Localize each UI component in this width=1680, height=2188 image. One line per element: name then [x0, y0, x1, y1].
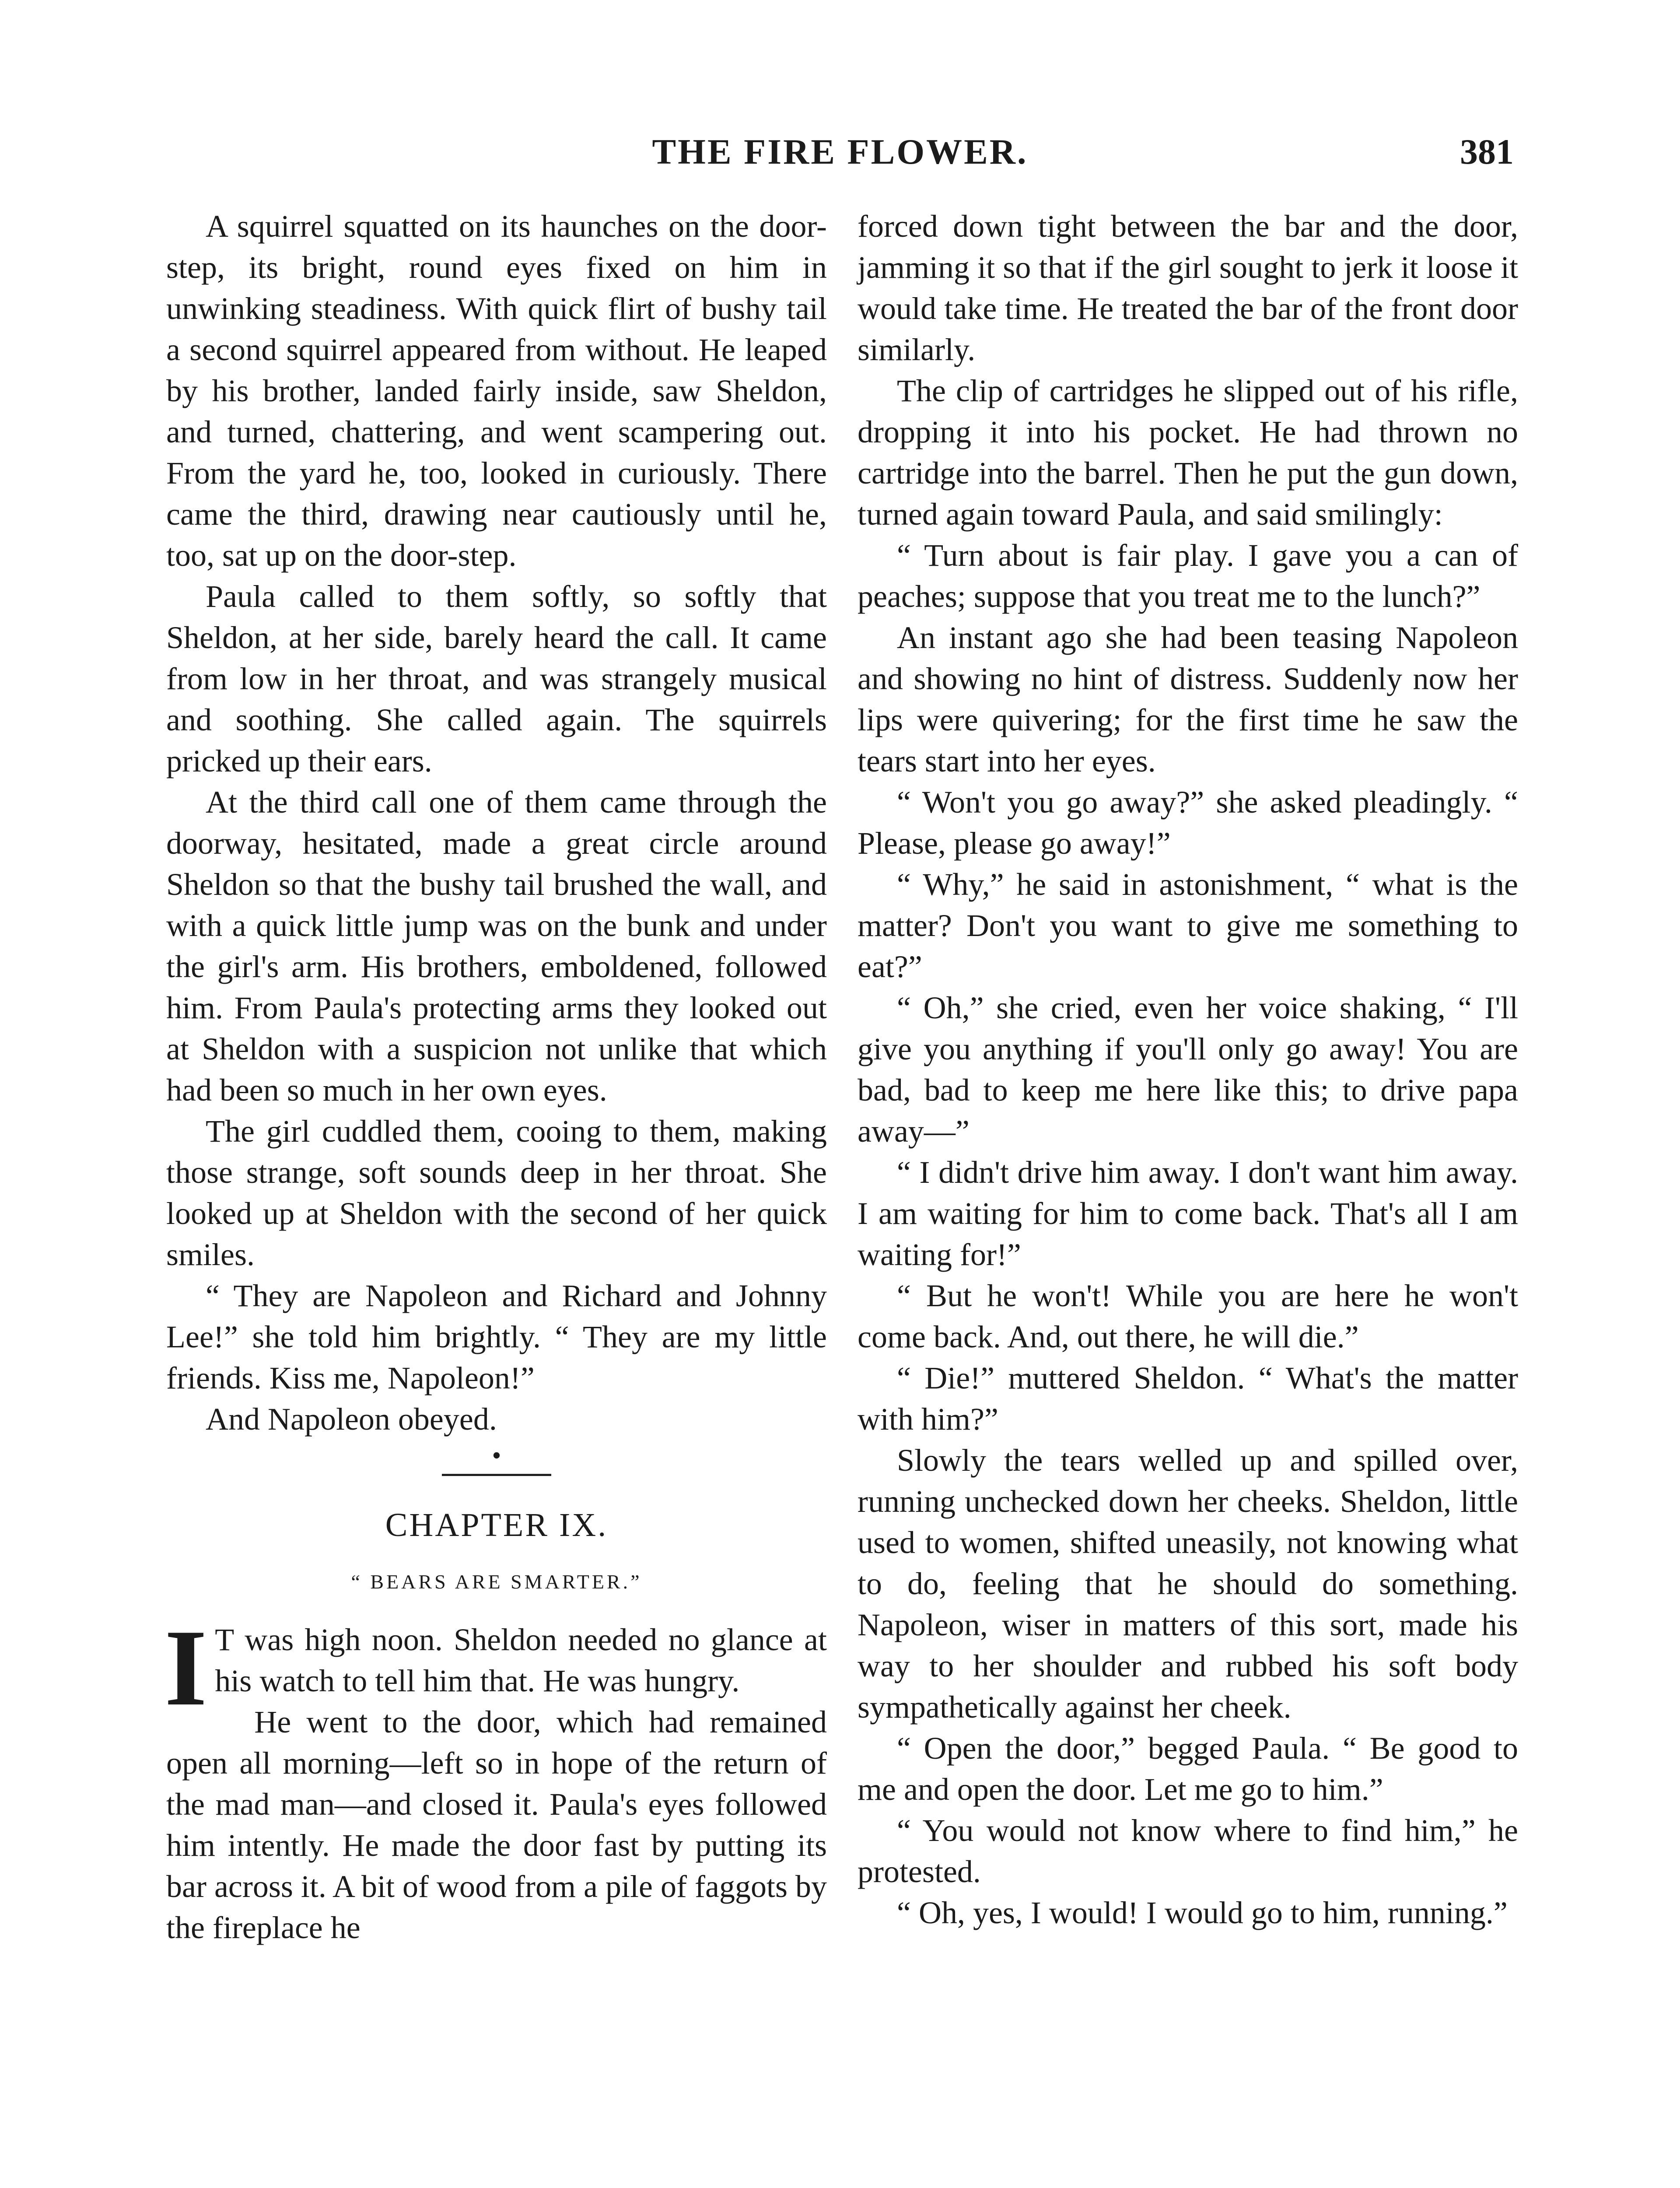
opening-text: T was high noon. Sheldon needed no glance at his watch to tell him that. He was hungry. — [215, 1622, 827, 1698]
paragraph: And Napoleon obeyed. — [206, 1402, 497, 1437]
chapter-subtitle: “ BEARS ARE SMARTER.” — [351, 1571, 642, 1593]
paragraph: “ I didn't drive him away. I don't want him away. I am waiting for him to come back. That's all I am waiting for!” — [858, 1155, 1518, 1272]
opening-paragraph — [164, 1607, 827, 1729]
section-divider — [166, 1440, 827, 1492]
paragraph: The girl cuddled them, cooing to them, making those strange, soft sounds deep in her throat. She looked up at Sheldon with the second of her quick smiles. — [166, 1114, 827, 1272]
drop-cap: I — [164, 1607, 207, 1729]
divider-dot: • — [492, 1441, 501, 1470]
paragraph: “ Won't you go away?” she asked pleadingly. “ Please, please go away!” — [858, 785, 1518, 861]
paragraph: The clip of cartridges he slipped out of his rifle, dropping it into his pocket. He had thrown no cartridge into the barrel. Then he put the gun down, turned again toward Paula, and said smilingly: — [858, 373, 1518, 532]
paragraph: “ Open the door,” begged Paula. “ Be good to me and open the door. Let me go to him.” — [858, 1731, 1518, 1807]
paragraph: “ They are Napoleon and Richard and Johnny Lee!” she told him brightly. “ They are my little friends. Kiss me, Napoleon!” — [166, 1278, 827, 1396]
paragraph: “ Die!” muttered Sheldon. “ What's the matter with him?” — [858, 1360, 1518, 1437]
paragraph: Slowly the tears welled up and spilled over, running unchecked down her cheeks. Sheldon, little used to women, shifted uneasily, not knowing what to do, feeling that he should do something. Napoleon, wiser in matters of this sort, made his way to her shoulder and rubbed his soft body sympathetically against her cheek. — [858, 1443, 1518, 1725]
paragraph: “ Turn about is fair play. I gave you a can of peaches; suppose that you treat me to the lunch?” — [858, 538, 1518, 614]
paragraph: “ Oh,” she cried, even her voice shaking, “ I'll give you anything if you'll only go away! You are bad, bad to keep me here like this; to drive papa away—” — [858, 990, 1518, 1149]
paragraph: “ But he won't! While you are here he won't come back. And, out there, he will die.” — [858, 1278, 1518, 1354]
left-column — [166, 206, 827, 1948]
paragraph: “ Why,” he said in astonishment, “ what is the matter? Don't you want to give me something to eat?” — [858, 867, 1518, 984]
right-column — [858, 206, 1518, 1933]
continued-paragraph: forced down tight between the bar and the door, jamming it so that if the girl sought to jerk it loose it would take time. He treated the bar of the front door similarly. — [858, 209, 1518, 367]
running-title: THE FIRE FLOWER. — [652, 132, 1028, 172]
paragraph: An instant ago she had been teasing Napoleon and showing no hint of distress. Suddenly now her lips were quivering; for the first time he saw the tears start into her eyes. — [858, 620, 1518, 778]
paragraph: “ Oh, yes, I would! I would go to him, running.” — [897, 1895, 1508, 1930]
divider-rule — [442, 1474, 551, 1476]
page-header — [171, 131, 1514, 184]
page-number: 381 — [1460, 132, 1514, 172]
paragraph: He went to the door, which had remained open all morning—left so in hope of the return of the mad man—and closed it. Paula's eyes followed him intently. He made the door fast by putting its bar across it. A bit of wood from a pile of faggots by the fireplace he — [166, 1704, 827, 1945]
paragraph: A squirrel squatted on its haunches on the door-step, its bright, round eyes fixed on him in unwinking steadiness. With quick flirt of bushy tail a second squirrel appeared from without. He leaped by his brother, landed fairly inside, saw Sheldon, and turned, chattering, and went scampering out. From the yard he, too, looked in curiously. There came the third, drawing near cautiously until he, too, sat up on the door-step. — [166, 209, 827, 573]
paragraph: “ You would not know where to find him,” he protested. — [858, 1813, 1518, 1889]
paragraph: At the third call one of them came through the doorway, hesitated, made a great circle around Sheldon so that the bushy tail brushed the wall, and with a quick little jump was on the bunk and under the girl's arm. His brothers, emboldened, followed him. From Paula's protecting arms they looked out at Sheldon with a suspicion not unlike that which had been so much in her own eyes. — [166, 785, 827, 1108]
paragraph: Paula called to them softly, so softly that Sheldon, at her side, barely heard the call. It came from low in her throat, and was strangely musical and soothing. She called again. The squirrels pricked up their ears. — [166, 579, 827, 778]
chapter-title: CHAPTER IX. — [385, 1507, 608, 1543]
